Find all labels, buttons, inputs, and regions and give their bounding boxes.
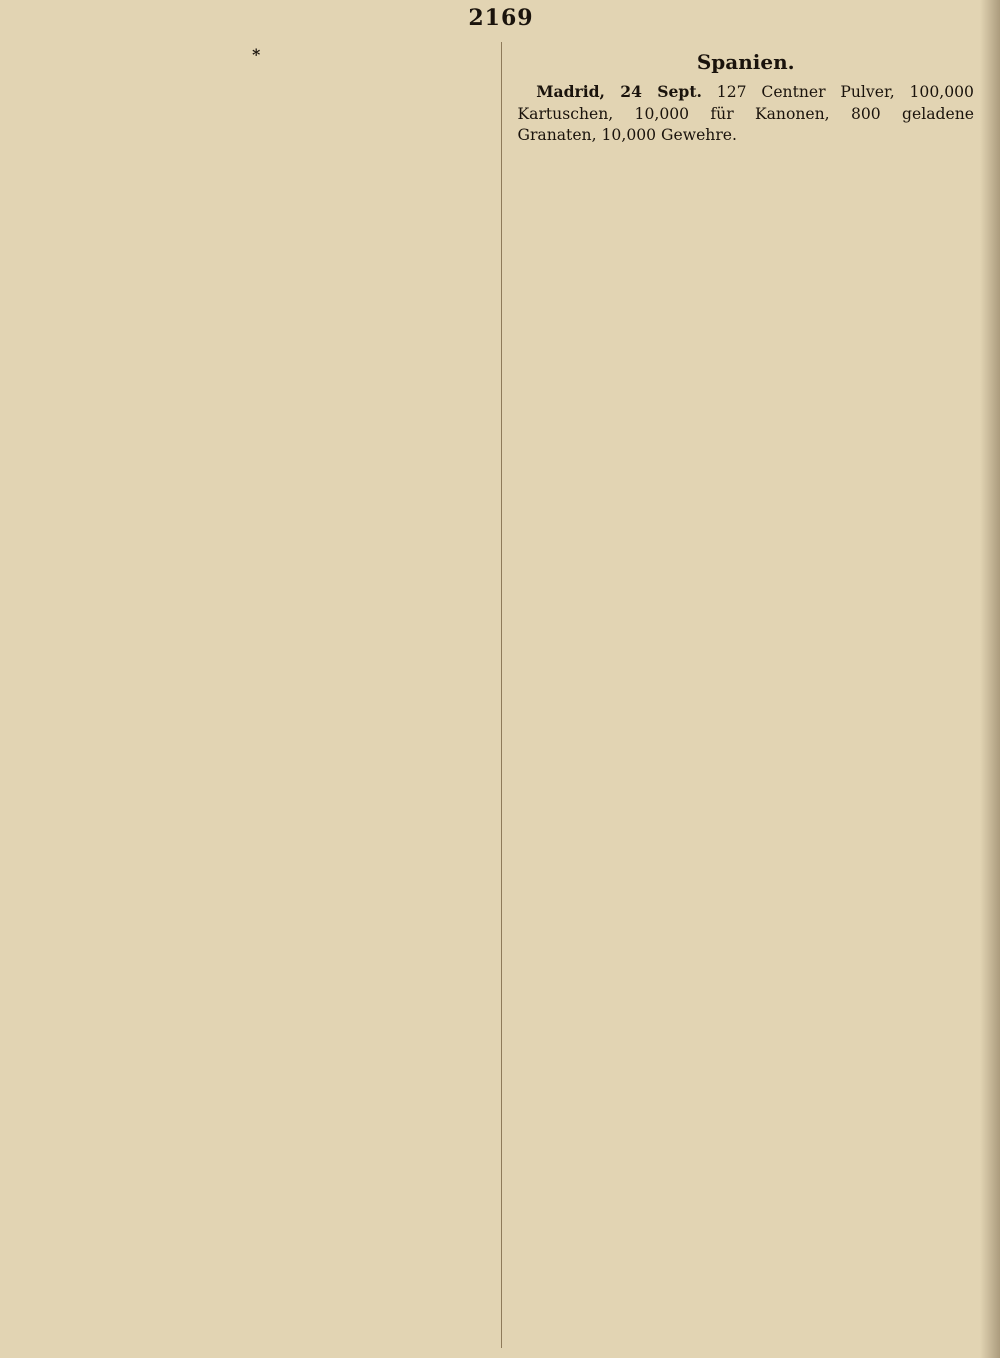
madrid-fact-4: 800 geladene Granaten	[517, 104, 974, 144]
madrid-fact-3: 10,000 für Kanonen	[634, 104, 825, 123]
left-column	[28, 38, 485, 1354]
madrid-report: Madrid, 24 Sept. 127 Centner Pulver, 100,000 Kartuschen, 10,000 für Kanonen, 800 geladene Granaten, 10,000 Gewehre.	[517, 82, 974, 144]
madrid-dateline: Madrid, 24 Sept.	[536, 82, 702, 102]
page-number: 2169	[468, 5, 534, 31]
madrid-fact-5: 10,000 Gewehre	[601, 125, 733, 144]
madrid-fact-2: 100,000 Kartuschen	[517, 83, 974, 123]
madrid-fact-1: 127 Centner Pulver	[716, 83, 890, 102]
column-divider	[501, 42, 502, 1348]
spanien-heading: Spanien.	[696, 50, 795, 74]
two-column-layout	[28, 38, 974, 1354]
right-column	[518, 38, 975, 1354]
section-asterisk: *	[252, 45, 261, 64]
page-edge-shadow	[980, 0, 1000, 1358]
page-header	[28, 5, 974, 38]
